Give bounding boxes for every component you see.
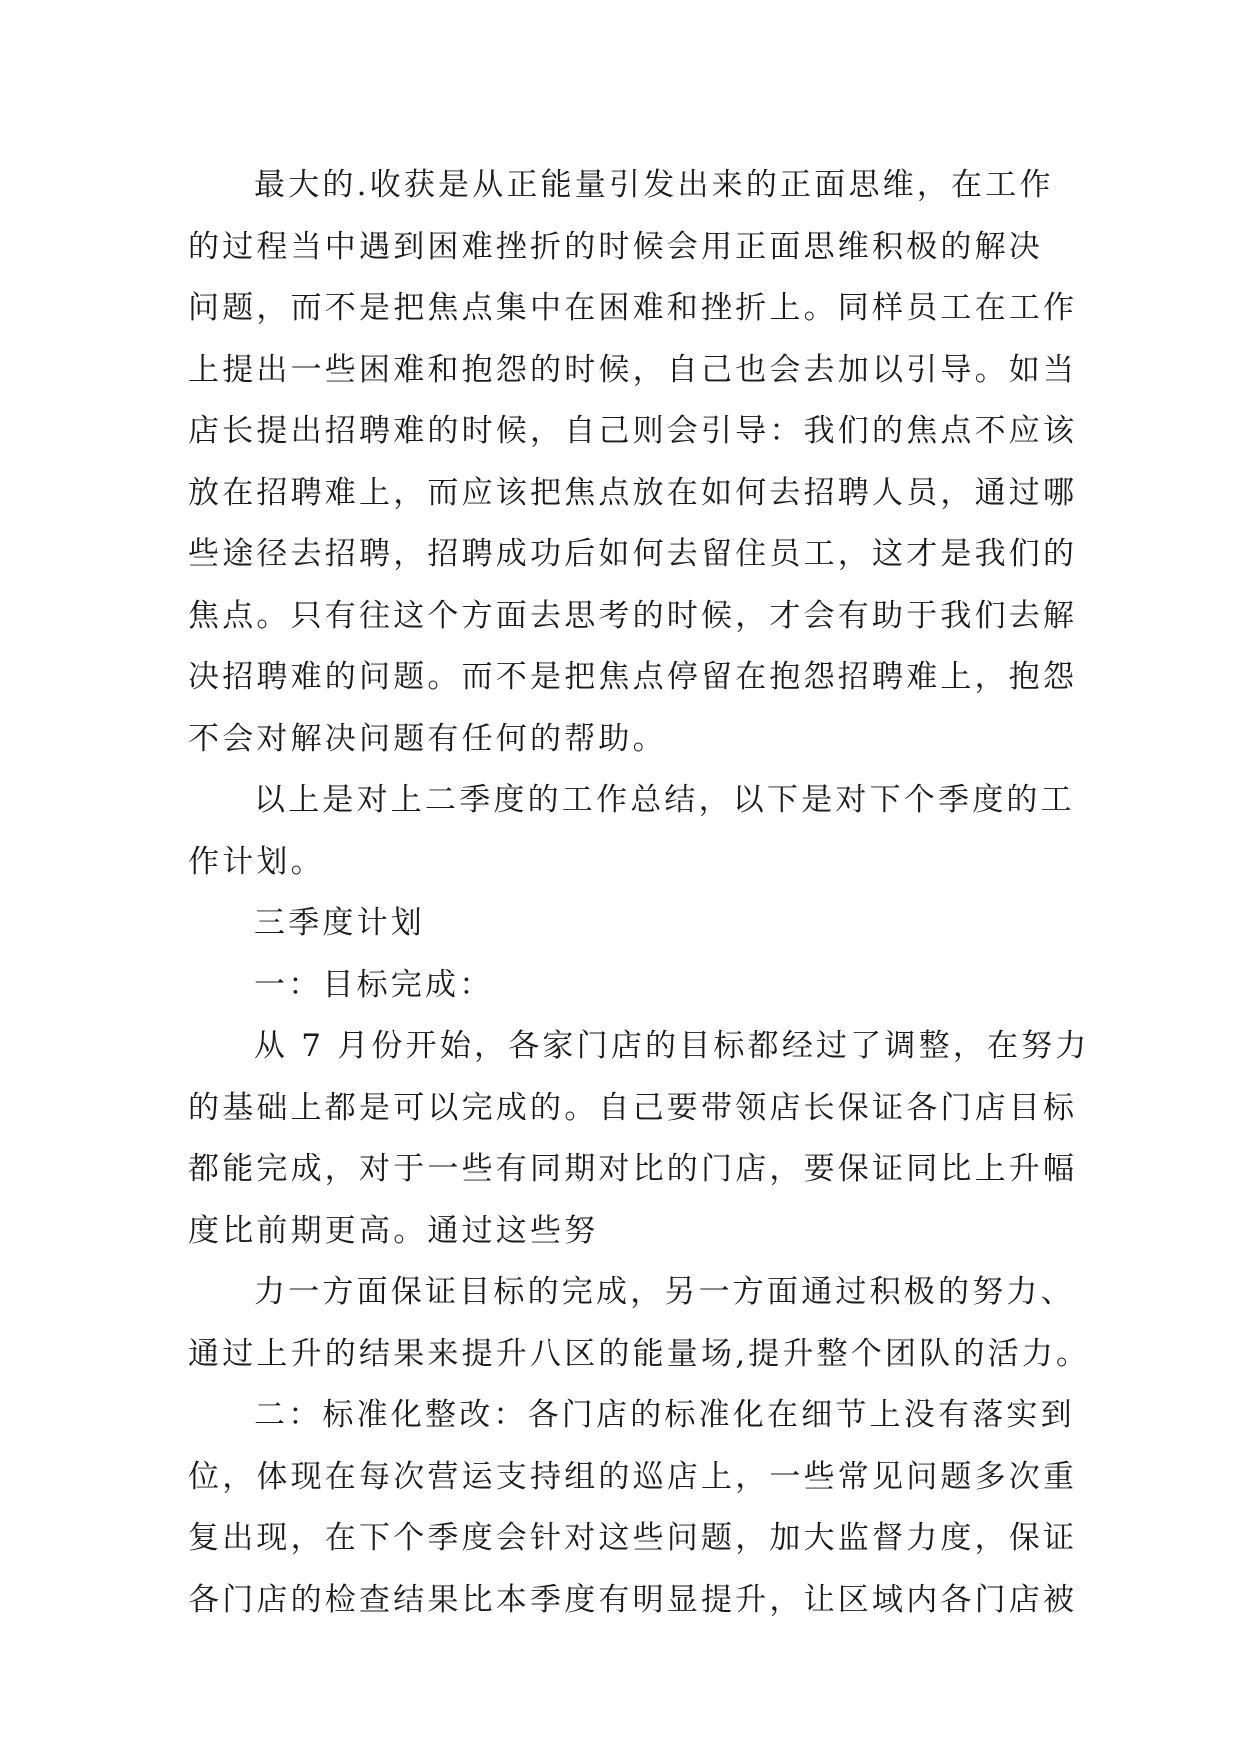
paragraph-line: 以上是对上二季度的工作总结，以下是对下个季度的工	[254, 782, 1075, 818]
paragraph-line: 从 7 月份开始，各家门店的目标都经过了调整，在努力	[254, 1028, 1090, 1064]
paragraph-line: 最大的.收获是从正能量引发出来的正面思维，在工作	[254, 167, 1054, 203]
paragraph-line: 度比前期更高。通过这些努	[188, 1212, 599, 1249]
paragraph-line: 些途径去招聘，招聘成功后如何去留住员工，这才是我们的	[188, 536, 1078, 572]
paragraph-line: 的过程当中遇到困难挫折的时候会用正面思维积极的解决	[188, 228, 1043, 265]
paragraph-line: 放在招聘难上，而应该把焦点放在如何去招聘人员，通过哪	[188, 474, 1078, 511]
paragraph-line: 二：标准化整改：各门店的标准化在细节上没有落实到	[254, 1397, 1075, 1433]
paragraph-line: 店长提出招聘难的时候，自己则会引导：我们的焦点不应该	[188, 413, 1078, 449]
paragraph-line: 焦点。只有往这个方面去思考的时候，才会有助于我们去解	[188, 597, 1078, 634]
paragraph-line: 复出现，在下个季度会针对这些问题，加大监督力度，保证	[188, 1520, 1078, 1556]
paragraph-line: 通过上升的结果来提升八区的能量场,提升整个团队的活力。	[188, 1335, 1091, 1372]
paragraph-line: 位，体现在每次营运支持组的巡店上，一些常见问题多次重	[188, 1458, 1078, 1495]
paragraph-line: 上提出一些困难和抱怨的时候，自己也会去加以引导。如当	[188, 351, 1078, 388]
paragraph-line: 决招聘难的问题。而不是把焦点停留在抱怨招聘难上，抱怨	[188, 659, 1078, 695]
paragraph-line: 问题，而不是把焦点集中在困难和挫折上。同样员工在工作	[188, 290, 1078, 326]
paragraph-line: 不会对解决问题有任何的帮助。	[188, 720, 667, 757]
paragraph-line: 力一方面保证目标的完成，另一方面通过积极的努力、	[254, 1274, 1075, 1310]
subsection-heading: 一：目标完成：	[254, 966, 494, 1003]
body-text	[188, 155, 1091, 1631]
paragraph-line: 的基础上都是可以完成的。自己要带领店长保证各门店目标	[188, 1089, 1078, 1126]
paragraph-line: 都能完成，对于一些有同期对比的门店，要保证同比上升幅	[188, 1151, 1078, 1187]
paragraph-line: 各门店的检查结果比本季度有明显提升，让区域内各门店被	[188, 1581, 1078, 1618]
paragraph-line: 作计划。	[188, 843, 325, 880]
section-heading: 三季度计划	[254, 905, 425, 941]
